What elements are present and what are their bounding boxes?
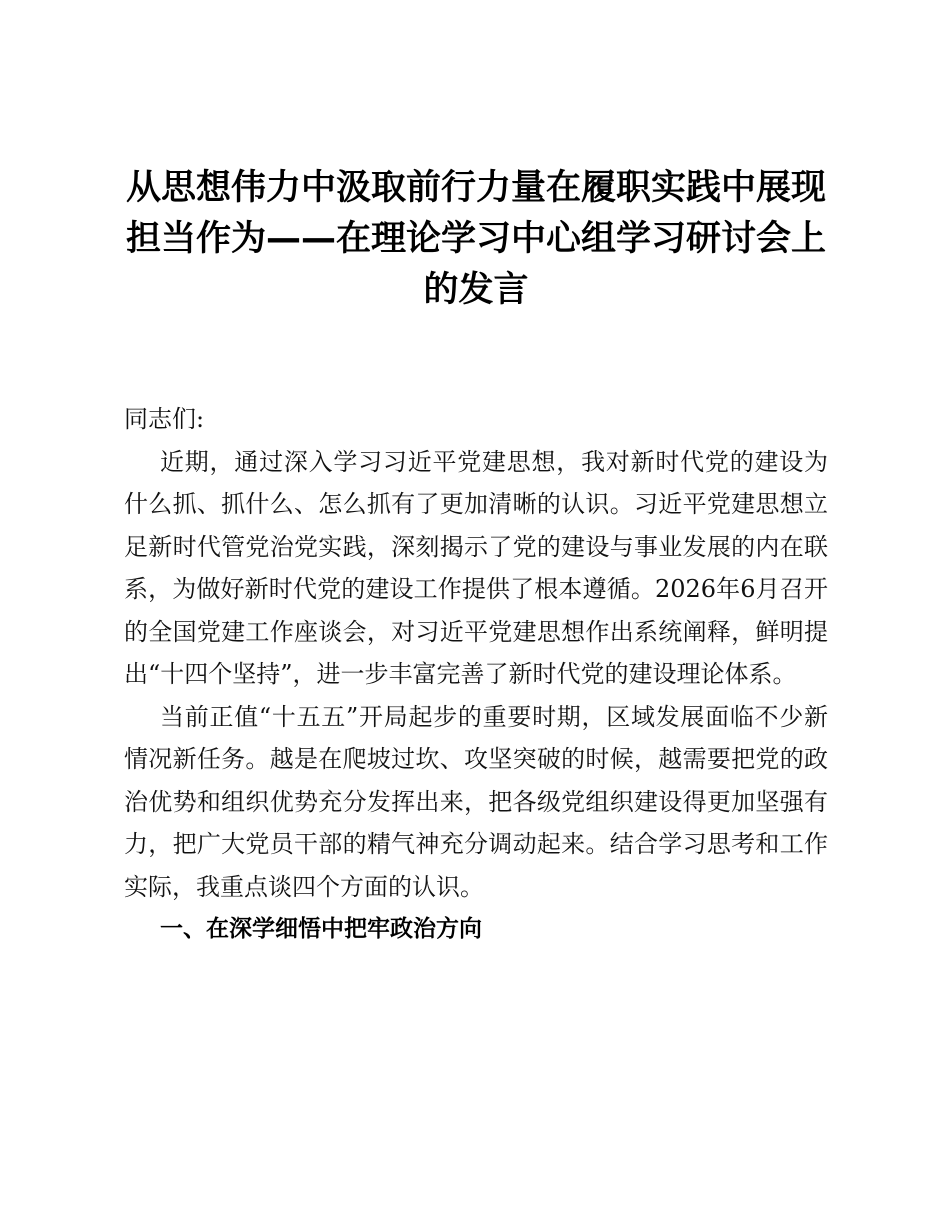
- document-title: 从思想伟力中汲取前行力量在履职实践中展现担当作为——在理论学习中心组学习研讨会上的发言: [125, 168, 826, 310]
- section-heading: 一、在深学细悟中把牢政治方向: [160, 916, 482, 942]
- salutation: 同志们:: [124, 405, 205, 433]
- paragraph-intro: 近期，通过深入学习习近平党建思想，我对新时代党的建设为什么抓、抓什么、怎么抓有了更加清晰的认识。习近平党建思想立足新时代管党治党实践，深刻揭示了党的建设与事业发展的内在联系，为做好新时代党的建设工作提供了根本遵循。2026年6月召开的全国党建工作座谈会，对习近平党建思想作出系统阐释，鲜明提出“十四个坚持”，进一步丰富完善了新时代党的建设理论体系。: [124, 447, 828, 688]
- paragraph-context: 当前正值“十五五”开局起步的重要时期，区域发展面临不少新情况新任务。越是在爬坡过坎、攻坚突破的时候，越需要把党的政治优势和组织优势充分发挥出来，把各级党组织建设得更加坚强有力，把广大党员干部的精气神充分调动起来。结合学习思考和工作实际，我重点谈四个方面的认识。: [124, 702, 828, 901]
- document-body: [124, 398, 828, 951]
